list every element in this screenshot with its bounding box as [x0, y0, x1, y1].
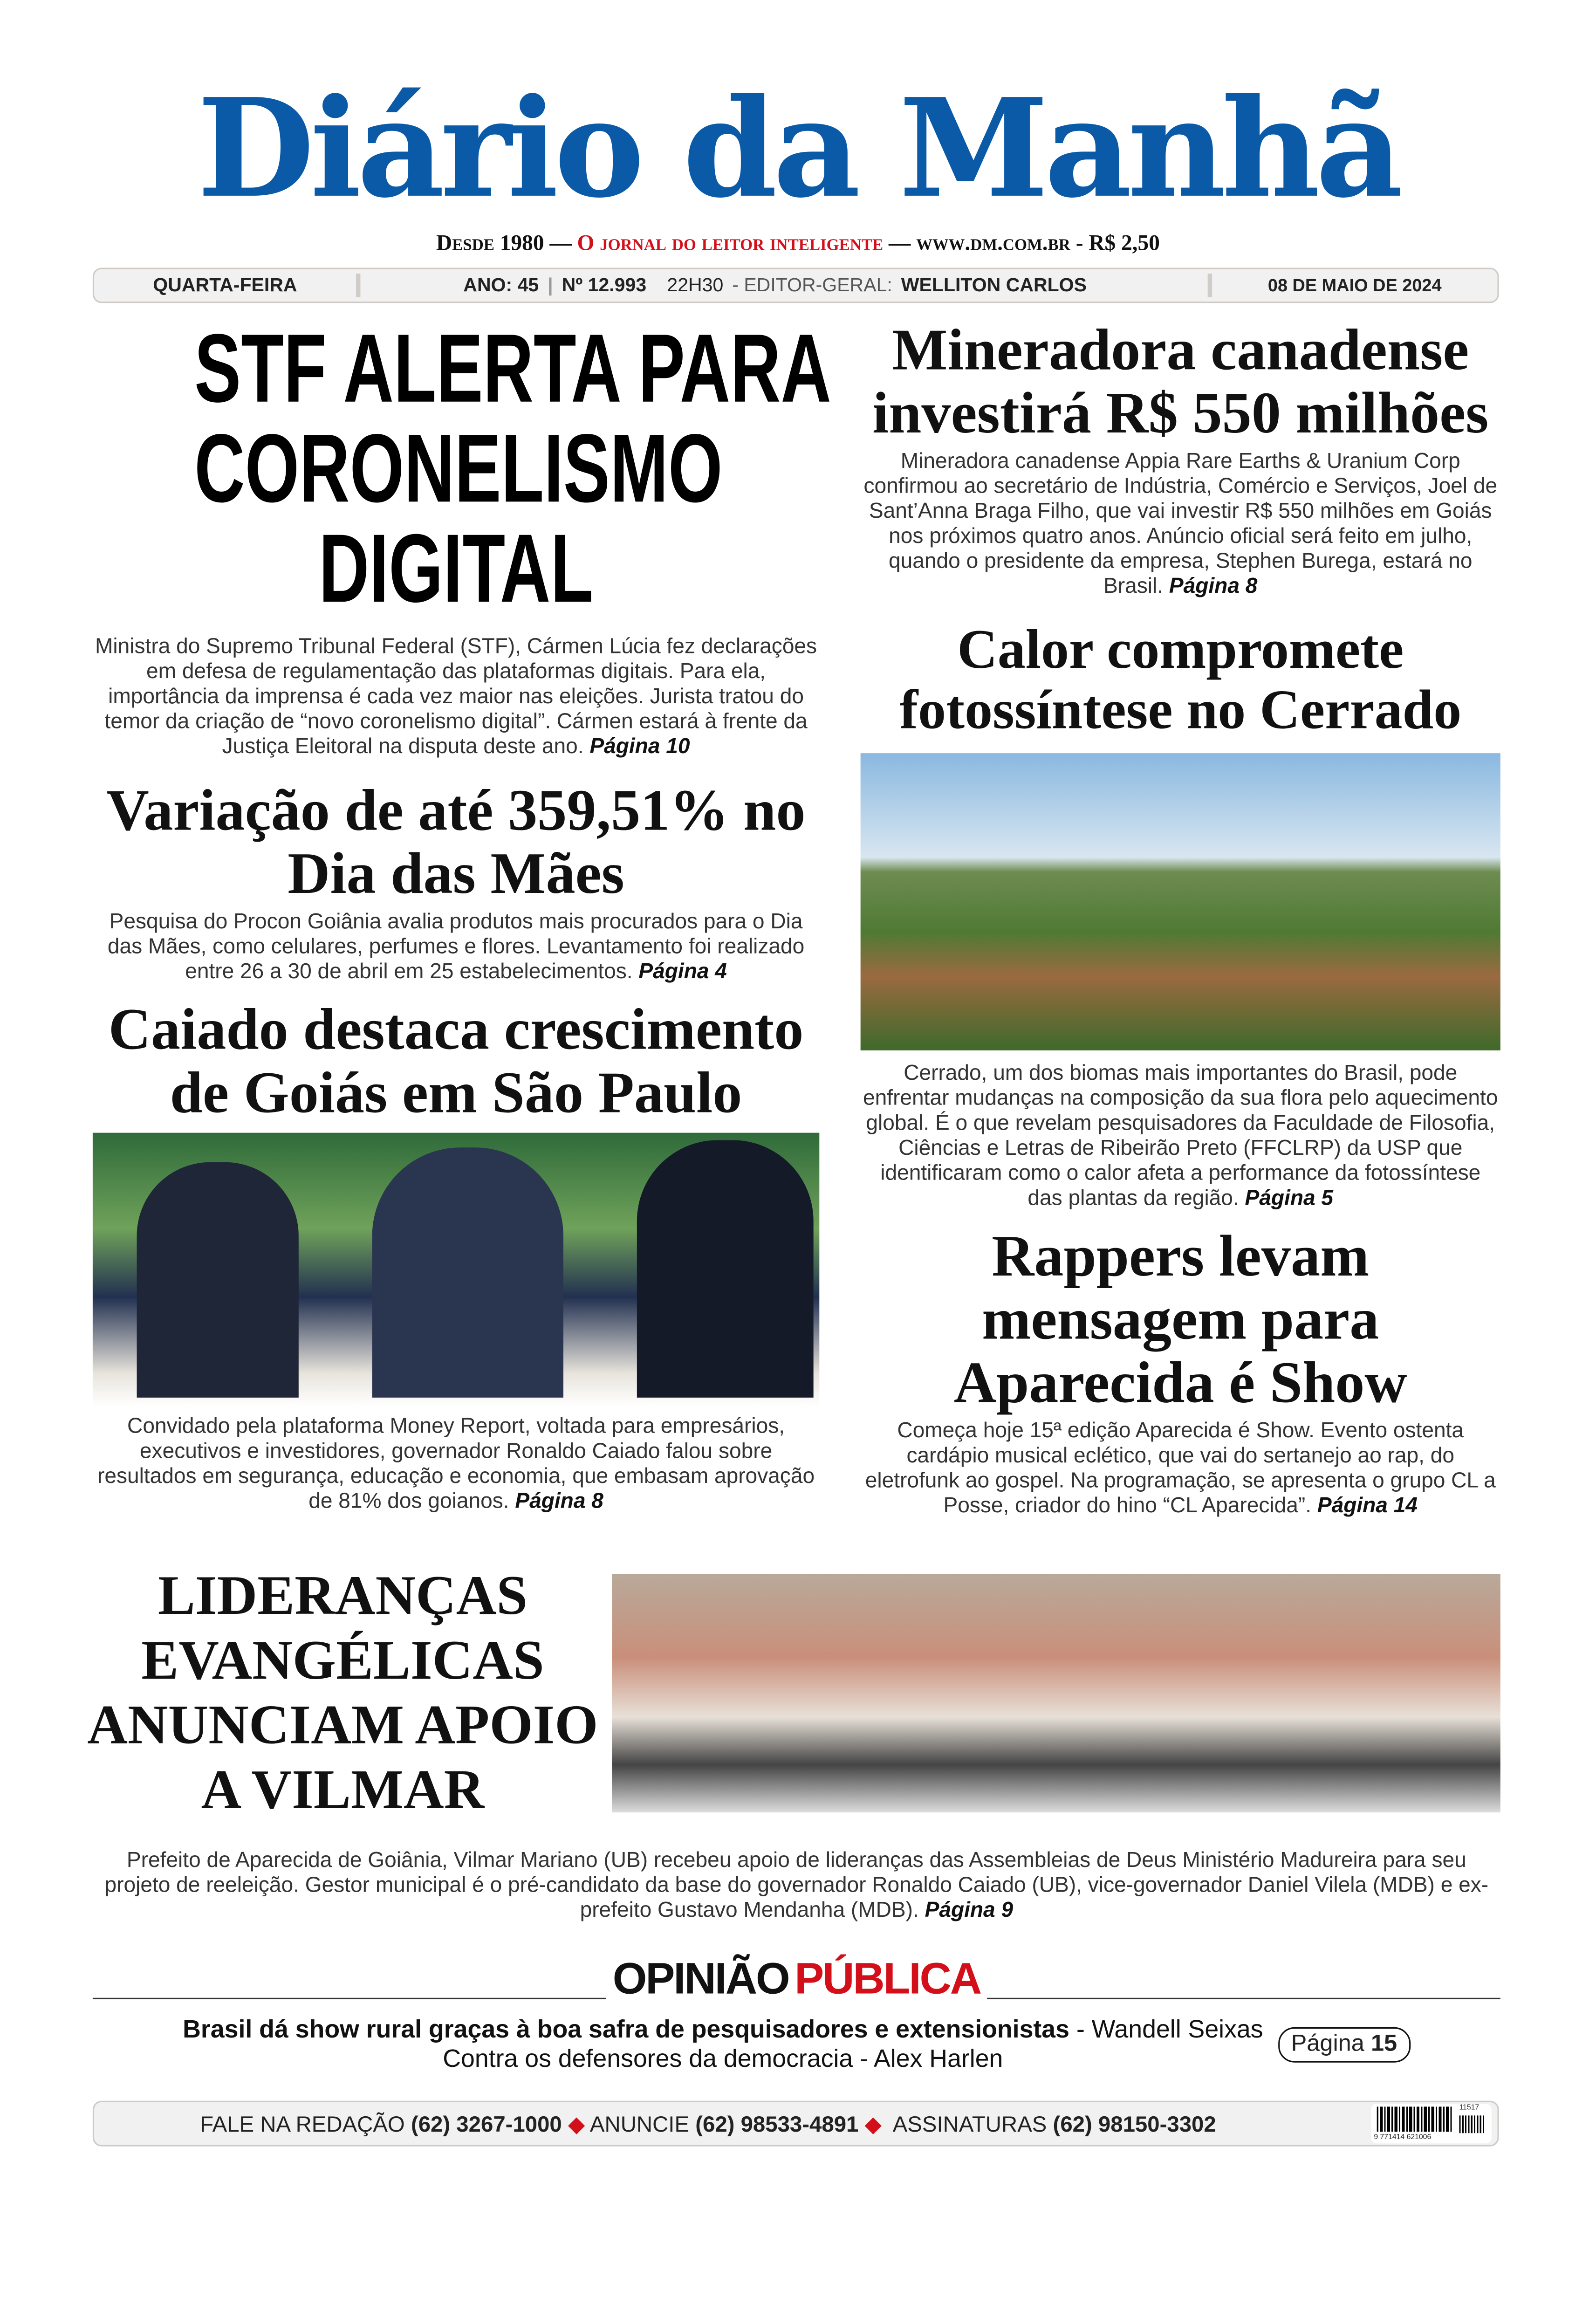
redacao-label: FALE NA REDAÇÃO [200, 2113, 405, 2138]
headline-line: DIGITAL [319, 513, 593, 623]
story-vilmar [85, 1564, 1500, 1823]
page-ref[interactable]: Página 9 [925, 1899, 1014, 1923]
top-columns [93, 313, 1500, 1520]
page-number: 15 [1370, 2031, 1397, 2057]
barcode-addon: 11517 [1459, 2104, 1480, 2113]
divider [1207, 274, 1212, 297]
redacao-phone[interactable]: (62) 3267-1000 [411, 2113, 562, 2138]
story-vilmar-body [93, 1849, 1500, 1924]
opinion-author: - Wandell Seixas [1076, 2015, 1263, 2044]
editor-name: WELLITON CARLOS [901, 274, 1087, 296]
issue-number: Nº 12.993 [562, 274, 647, 296]
right-column [861, 318, 1500, 1520]
story-stf[interactable] [93, 313, 831, 623]
story-caiado-headline[interactable]: Caiado destaca crescimento de Goiás em São Paulo [108, 996, 804, 1125]
story-maes-headline[interactable]: Variação de até 359,51% no Dia das Mães [106, 776, 806, 906]
anuncie-label: ANUNCIE [589, 2113, 690, 2138]
story-stf-body [93, 636, 819, 761]
opiniao-header [93, 1956, 1500, 2003]
headline-line: CORONELISMO [194, 413, 723, 522]
opiniao-title-red: PÚBLICA [795, 1955, 986, 2003]
masthead-tagline [0, 229, 1596, 259]
evangelical-leaders-photo [612, 1574, 1500, 1812]
tagline-url-price: — www.dm.com.br - R$ 2,50 [889, 232, 1160, 256]
opinion-page-button[interactable] [1278, 2027, 1410, 2063]
body-text: Cerrado, um dos biomas mais importantes do Brasil, pode enfrentar mudanças na composição da sua flora pelo aquecimento global. É o que revelam pesquisadores da Faculdade de Filosofia, Ciências e Letras de Ribeirão Preto (FFCLRP) da USP que identificaram como o calor afeta a performance da fotossíntese das plantas da região. [863, 1062, 1498, 1211]
body-text: Começa hoje 15ª edição Aparecida é Show. Evento ostenta cardápio musical eclético, que vai do sertanejo ao rap, do eletrofunk ao gospel. Na programação, se apresenta o grupo CL a Posse, criador do hino “CL Aparecida”. [865, 1420, 1496, 1518]
diamond-icon: ◆ [568, 2113, 585, 2138]
tagline-since: Desde 1980 — [436, 232, 572, 256]
story-rappers-body [861, 1420, 1500, 1520]
assinaturas-label: ASSINATURAS [892, 2113, 1047, 2138]
weekday: QUARTA-FEIRA [153, 274, 297, 296]
date: 08 DE MAIO DE 2024 [1267, 275, 1442, 296]
body-text: Mineradora canadense Appia Rare Earths & Uranium Corp confirmou ao secretário de Indústria, Comércio e Serviços, Joel de Sant’Anna Braga Filho, que vai investir R$ 550 milhões em Goiás nos próximos quatro anos. Anúncio oficial será feito em julho, quando o presidente da empresa, Stephen Burega, estará no Brasil. [863, 450, 1498, 599]
left-column [93, 313, 831, 1520]
opinion-item[interactable] [183, 2016, 1263, 2045]
tagline-slogan: O jornal do leitor inteligente [577, 232, 884, 256]
page-ref[interactable]: Página 8 [515, 1490, 603, 1514]
contact-bar [93, 2101, 1499, 2147]
masthead-logo: Diário da Manhã [197, 69, 1399, 228]
diamond-icon: ◆ [864, 2113, 882, 2138]
story-calor-body [861, 1062, 1500, 1212]
opiniao-title [93, 1956, 1500, 2003]
story-vilmar-headline[interactable]: LIDERANÇAS EVANGÉLICAS ANUNCIAM APOIO A VILMAR [87, 1565, 598, 1821]
anuncie-phone[interactable]: (62) 98533-4891 [695, 2113, 859, 2138]
body-text: Prefeito de Aparecida de Goiânia, Vilmar Mariano (UB) recebeu apoio de lideranças das Assembleias de Deus Ministério Madureira para seu projeto de reeleição. Gestor municipal é o pré-candidato da base do governador Ronaldo Caiado (UB), vice-governador Daniel Vilela (MDB) e ex-prefeito Gustavo Mendanha (MDB). [104, 1849, 1489, 1923]
info-bar [93, 268, 1499, 303]
page-ref[interactable]: Página 14 [1317, 1495, 1418, 1518]
page-ref[interactable]: Página 5 [1245, 1187, 1334, 1211]
story-mineradora-body [861, 450, 1500, 600]
divider [356, 274, 360, 297]
story-calor-headline[interactable]: Calor compromete fotossíntese no Cerrado [899, 619, 1462, 741]
year: ANO: 45 [463, 274, 539, 296]
opinion-author: - Alex Harlen [860, 2044, 1003, 2073]
story-rappers-headline[interactable]: Rappers levam mensagem para Aparecida é Show [953, 1222, 1407, 1415]
body-text: Ministra do Supremo Tribunal Federal (STF), Cármen Lúcia fez declarações em defesa de regulamentação das plataformas digitais. Para ela, importância da imprensa é cada vez maior nas eleições. Jurista tratou do temor da criação de “novo coronelismo digital”. Cármen estará à frente da Justiça Eleitoral na disputa deste ano. [95, 635, 817, 759]
story-caiado-body [93, 1415, 819, 1516]
opiniao-title-black: OPINIÃO [607, 1955, 795, 2003]
edition-time: 22H30 [667, 274, 724, 296]
headline-line: STF ALERTA PARA [194, 313, 831, 422]
body-text: Convidado pela plataforma Money Report, voltada para empresários, executivos e investidores, governador Ronaldo Caiado falou sobre resultados em segurança, educação e economia, que embasam aprovação de 81% dos goianos. [97, 1415, 815, 1514]
opinion-title: Brasil dá show rural graças à boa safra de pesquisadores e extensionistas [183, 2015, 1070, 2044]
page-label: Página [1291, 2031, 1364, 2057]
opinion-item[interactable] [183, 2045, 1263, 2074]
page-ref[interactable]: Página 8 [1169, 575, 1258, 599]
story-maes-body [93, 911, 819, 986]
editor-label: - EDITOR-GERAL: [732, 274, 892, 296]
story-mineradora-headline[interactable]: Mineradora canadense investirá R$ 550 milhões [872, 316, 1489, 446]
caiado-event-photo [93, 1133, 819, 1406]
cerrado-landscape-photo [861, 753, 1500, 1050]
page-ref[interactable]: Página 4 [638, 960, 727, 984]
page-ref[interactable]: Página 10 [589, 735, 690, 759]
opinion-list [183, 2016, 1263, 2074]
opinion-title: Contra os defensores da democracia [443, 2044, 853, 2073]
body-text: Pesquisa do Procon Goiânia avalia produtos mais procurados para o Dia das Mães, como celulares, perfumes e flores. Levantamento foi realizado entre 26 a 30 de abril em 25 estabelecimentos. [107, 910, 805, 984]
barcode [1371, 2104, 1492, 2143]
barcode-number: 9 771414 621006 [1374, 2133, 1432, 2142]
opinion-section [93, 2016, 1500, 2074]
pipe-divider: | [548, 274, 553, 296]
assinaturas-phone[interactable]: (62) 98150-3302 [1053, 2113, 1216, 2138]
